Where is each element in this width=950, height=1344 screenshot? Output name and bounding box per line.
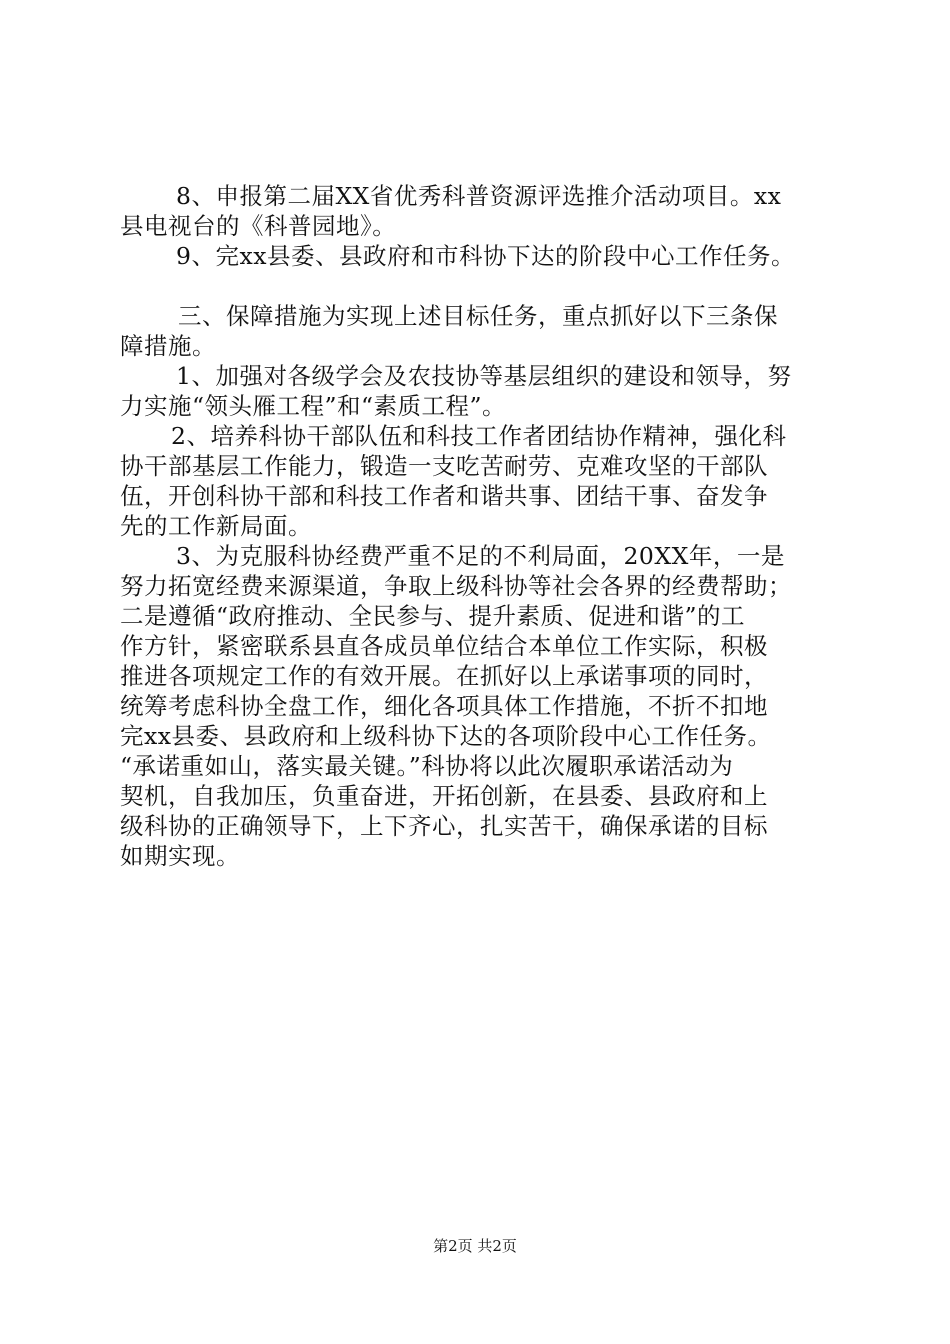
section-heading: 三、保障措施为实现上述目标任务，重点抓好以下三条保 (178, 302, 778, 330)
text-line: “承诺重如山，落实最关键。”科协将以此次履职承诺活动为 (120, 752, 734, 780)
text-line: 1、加强对各级学会及农技协等基层组织的建设和领导，努 (176, 362, 792, 390)
text-line: 协干部基层工作能力，锻造一支吃苦耐劳、克难攻坚的干部队 (120, 452, 768, 480)
text-line: 8、申报第二届XX省优秀科普资源评选推介活动项目。xx (176, 182, 782, 210)
text-line: 契机，自我加压，负重奋进，开拓创新，在县委、县政府和上 (120, 782, 768, 810)
text-line: 先的工作新局面。 (120, 512, 312, 540)
page-number-footer: 第2页 共2页 (433, 1237, 517, 1255)
text-line: 级科协的正确领导下，上下齐心，扎实苦干，确保承诺的目标 (120, 812, 768, 840)
text-line: 统筹考虑科协全盘工作，细化各项具体工作措施，不折不扣地 (120, 692, 768, 720)
text-line: 力实施“领头雁工程”和“素质工程”。 (120, 392, 507, 420)
text-line: 障措施。 (120, 332, 216, 360)
text-line: 县电视台的《科普园地》。 (120, 212, 397, 240)
text-line: 完xx县委、县政府和上级科协下达的各项阶段中心工作任务。 (120, 722, 772, 750)
text-line: 作方针，紧密联系县直各成员单位结合本单位工作实际，积极 (120, 632, 768, 660)
text-line: 二是遵循“政府推动、全民参与、提升素质、促进和谐”的工 (120, 602, 746, 630)
text-line: 伍，开创科协干部和科技工作者和谐共事、团结干事、奋发争 (120, 482, 768, 510)
text-line: 推进各项规定工作的有效开展。在抓好以上承诺事项的同时， (120, 662, 768, 690)
text-line: 努力拓宽经费来源渠道，争取上级科协等社会各界的经费帮助； (120, 572, 792, 600)
text-line: 9、完xx县委、县政府和市科协下达的阶段中心工作任务。 (176, 242, 795, 270)
text-line: 3、为克服科协经费严重不足的不利局面，20XX年，一是 (176, 542, 785, 570)
text-line: 如期实现。 (120, 842, 240, 870)
text-line: 2、培养科协干部队伍和科技工作者团结协作精神，强化科 (171, 422, 787, 450)
